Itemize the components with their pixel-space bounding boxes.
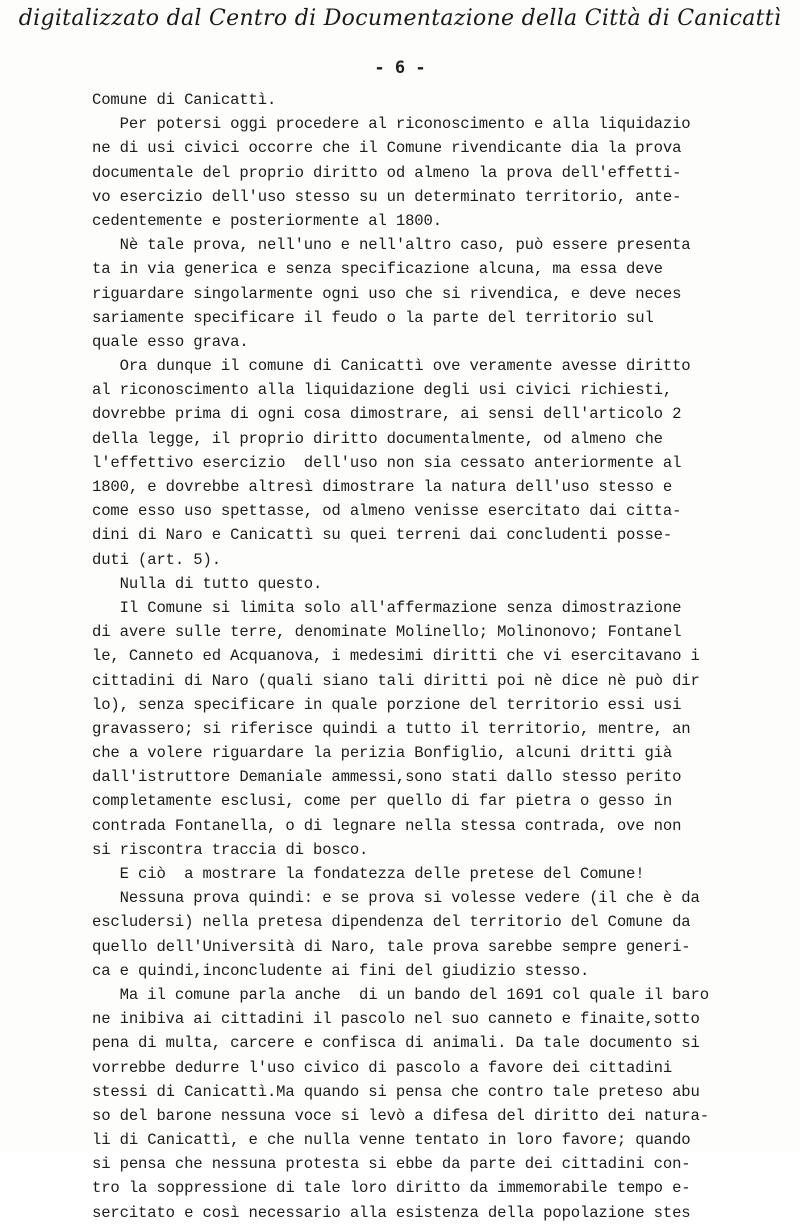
text-line: tro la soppressione di tale loro diritto da immemorabile tempo e- <box>92 1179 691 1198</box>
text-line: E ciò a mostrare la fondatezza delle pretese del Comune! <box>92 865 645 883</box>
text-line: dini di Naro e Canicattì su quei terreni dai concludenti posse- <box>92 526 673 545</box>
text-line: Ora dunque il comune di Canicattì ove veramente avesse diritto <box>92 357 691 376</box>
text-line: quale esso grava. <box>92 332 249 351</box>
text-line: ne inibiva ai cittadini il pascolo nel suo canneto e finaite,sotto <box>92 1010 700 1029</box>
text-line: sercitato e così necessario alla esistenza della popolazione stes <box>92 1203 691 1222</box>
text-line: duti (art. 5). <box>92 550 221 569</box>
text-line: ne di usi civici occorre che il Comune rivendicante dia la prova <box>92 139 682 158</box>
text-line: Il Comune si limita solo all'affermazione senza dimostrazione <box>92 598 682 617</box>
text-line: contrada Fontanella, o di legnare nella stessa contrada, ove non <box>92 816 682 835</box>
text-line: pena di multa, carcere e confisca di animali. Da tale documento si <box>92 1034 700 1053</box>
text-line: stessi di Canicattì.Ma quando si pensa che contro tale preteso abu <box>92 1082 700 1101</box>
typewritten-body <box>92 88 762 1225</box>
text-line: sariamente specificare il feudo o la parte del territorio sul <box>92 308 654 327</box>
digitization-watermark: digitalizzato dal Centro di Documentazione della Città di Canicattì <box>18 6 782 31</box>
text-line: dovrebbe prima di ogni cosa dimostrare, ai sensi dell'articolo 2 <box>92 405 682 424</box>
text-line: ta in via generica e senza specificazione alcuna, ma essa deve <box>92 260 663 279</box>
text-line: Ma il comune parla anche di un bando del 1691 col quale il baro <box>92 985 709 1004</box>
text-line: si pensa che nessuna protesta si ebbe da parte dei cittadini con- <box>92 1155 691 1174</box>
text-line: cittadini di Naro (quali siano tali diritti poi nè dice nè può dir <box>92 671 700 690</box>
text-line: escludersi) nella pretesa dipendenza del territorio del Comune da <box>92 913 691 932</box>
text-line: li di Canicattì, e che nulla venne tentato in loro favore; quando <box>92 1131 691 1150</box>
text-line: Nulla di tutto questo. <box>92 574 323 593</box>
text-line: Nessuna prova quindi: e se prova si volesse vedere (il che è da <box>92 889 700 908</box>
text-line: Nè tale prova, nell'uno e nell'altro caso, può essere presenta <box>92 236 691 255</box>
text-line: 1800, e dovrebbe altresì dimostrare la natura dell'uso stesso e <box>92 478 673 496</box>
text-line: documentale del proprio diritto od almeno la prova dell'effetti- <box>92 163 682 182</box>
text-line: so del barone nessuna voce si levò a difesa del diritto dei natura- <box>92 1106 709 1125</box>
text-line: l'effettivo esercizio dell'uso non sia cessato anteriormente al <box>92 453 682 472</box>
text-line: vo esercizio dell'uso stesso su un determinato territorio, ante- <box>92 187 682 206</box>
text-line: ca e quindi,inconcludente ai fini del giudizio stesso. <box>92 961 590 980</box>
text-line: come esso uso spettasse, od almeno venisse esercitato dai citta- <box>92 502 682 521</box>
text-line: della legge, il proprio diritto documentalmente, od almeno che <box>92 429 663 448</box>
text-line: che a volere riguardare la perizia Bonfiglio, alcuni dritti già <box>92 744 673 763</box>
text-line: al riconoscimento alla liquidazione degli usi civici richiesti, <box>92 381 673 400</box>
text-line: completamente esclusi, come per quello di far pietra o gesso in <box>92 792 673 811</box>
text-line: lo), senza specificare in quale porzione del territorio essi usi <box>92 695 682 714</box>
text-line: vorrebbe dedurre l'uso civico di pascolo a favore dei cittadini <box>92 1058 673 1077</box>
text-line: Per potersi oggi procedere al riconoscimento e alla liquidazio <box>92 115 691 134</box>
page-number: - 6 - <box>374 58 426 78</box>
text-line: Comune di Canicattì. <box>92 91 277 109</box>
text-line: di avere sulle terre, denominate Molinello; Molinonovo; Fontanel <box>92 623 682 642</box>
text-line: le, Canneto ed Acquanova, i medesimi diritti che vi esercitavano i <box>92 647 700 666</box>
text-line: cedentemente e posteriormente al 1800. <box>92 211 442 230</box>
text-line: riguardare singolarmente ogni uso che si rivendica, e deve neces <box>92 284 682 303</box>
text-line: quello dell'Università di Naro, tale prova sarebbe sempre generi- <box>92 937 691 956</box>
text-line: si riscontra traccia di bosco. <box>92 840 369 859</box>
text-line: dall'istruttore Demaniale ammessi,sono stati dallo stesso perito <box>92 768 682 787</box>
text-line: gravassero; si riferisce quindi a tutto il territorio, mentre, an <box>92 719 691 738</box>
